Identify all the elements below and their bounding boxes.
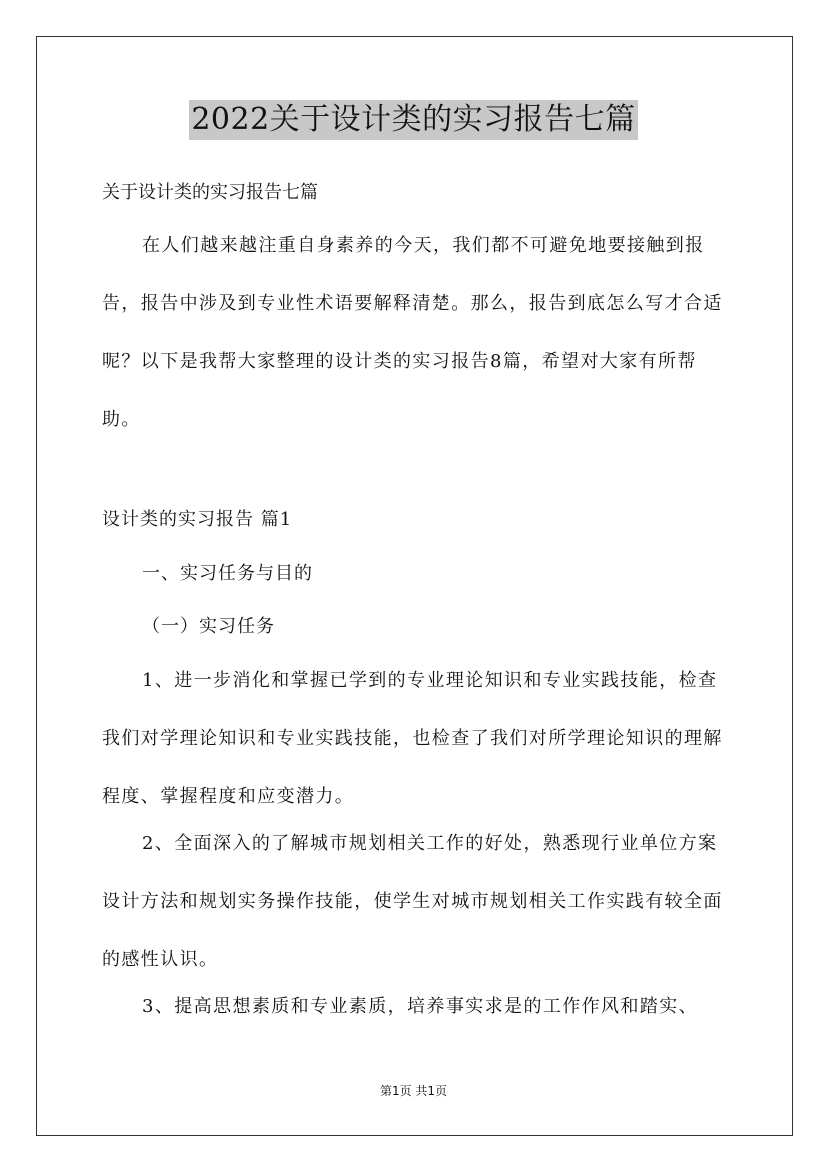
title-container: [0, 100, 827, 140]
item-3-paragraph: 3、提高思想素质和专业素质，培养事实求是的工作作风和踏实、: [142, 996, 699, 1017]
item-2-paragraph: 2、全面深入的了解城市规划相关工作的好处，熟悉现行业单位方案设计方法和规划实务操作技能，使学生对城市规划相关工作实践有较全面的感性认识。: [102, 833, 723, 970]
intro-paragraph: 在人们越来越注重自身素养的今天，我们都不可避免地要接触到报告，报告中涉及到专业性术语要解释清楚。那么，报告到底怎么写才合适呢？以下是我帮大家整理的设计类的实习报告8篇，希望对大家有所帮助。: [102, 235, 723, 430]
document-subtitle: 关于设计类的实习报告七篇: [102, 182, 318, 203]
section-heading: 设计类的实习报告 篇1: [102, 509, 293, 530]
heading-internship-task: （一）实习任务: [142, 616, 275, 637]
item-1-paragraph: 1、进一步消化和掌握已学到的专业理论知识和专业实践技能，检查我们对学理论知识和专业实践技能，也检查了我们对所学理论知识的理解程度、掌握程度和应变潜力。: [102, 670, 723, 807]
page-footer: 第1页 共1页: [379, 1084, 448, 1098]
document-title: 2022关于设计类的实习报告七篇: [189, 100, 637, 140]
heading-task-and-purpose: 一、实习任务与目的: [142, 563, 313, 584]
